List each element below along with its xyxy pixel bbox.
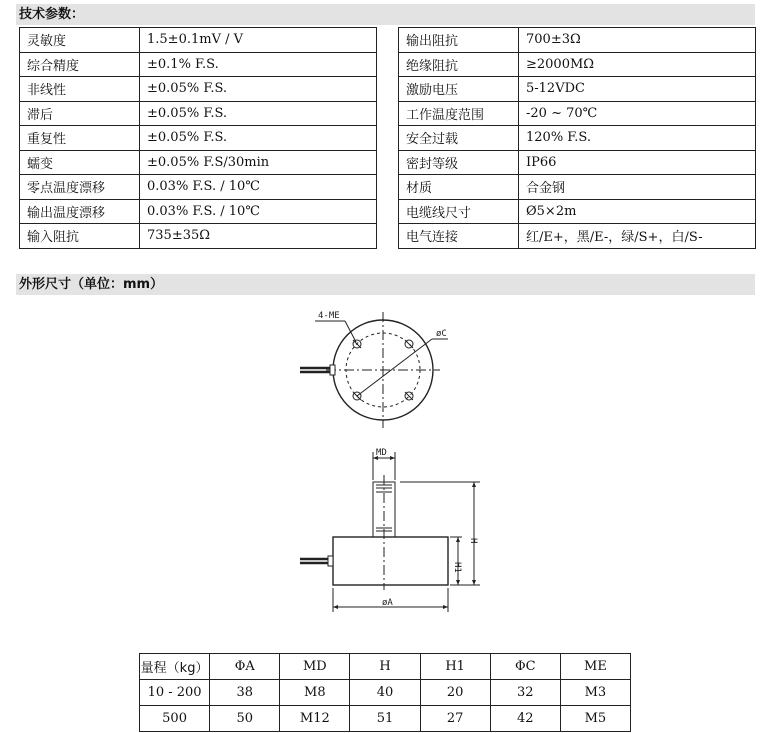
label-phi-c: øC <box>436 329 447 339</box>
spec-table <box>19 27 756 249</box>
spec-value: Ø5×2m <box>519 199 756 224</box>
dimension-drawing <box>290 300 500 620</box>
label-h: H <box>468 538 478 544</box>
dims-cell: 40 <box>350 680 420 706</box>
spec-label: 零点温度漂移 <box>20 175 140 200</box>
dims-cell: 20 <box>420 680 490 706</box>
spec-label: 电气连接 <box>399 224 519 249</box>
spec-row <box>20 77 756 102</box>
dims-cell: M12 <box>280 706 350 732</box>
spec-value: 120% F.S. <box>519 126 756 151</box>
spec-value: 735±35Ω <box>140 224 377 249</box>
dims-cell: 42 <box>490 706 560 732</box>
spec-value: ±0.05% F.S. <box>140 101 377 126</box>
spec-gap <box>377 77 399 102</box>
spec-row <box>20 224 756 249</box>
spec-row <box>20 52 756 77</box>
spec-label: 安全过载 <box>399 126 519 151</box>
spec-label: 非线性 <box>20 77 140 102</box>
spec-value: 0.03% F.S. / 10℃ <box>140 199 377 224</box>
spec-label: 激励电压 <box>399 77 519 102</box>
label-md: MD <box>376 448 387 458</box>
dims-cell: 51 <box>350 706 420 732</box>
spec-value: -20 ~ 70℃ <box>519 101 756 126</box>
spec-gap <box>377 175 399 200</box>
dims-cell: 27 <box>420 706 490 732</box>
dims-cell: 38 <box>210 680 280 706</box>
side-view <box>300 452 480 612</box>
spec-gap <box>377 224 399 249</box>
dims-cell: M8 <box>280 680 350 706</box>
spec-gap <box>377 28 399 53</box>
spec-value: 1.5±0.1mV / V <box>140 28 377 53</box>
dims-cell: 10 - 200 <box>140 680 210 706</box>
dims-cell: 50 <box>210 706 280 732</box>
spec-value: ±0.05% F.S. <box>140 77 377 102</box>
spec-label: 综合精度 <box>20 52 140 77</box>
tech-section-title: 技术参数： <box>16 4 755 25</box>
dims-header: ME <box>560 654 630 680</box>
dims-row <box>140 706 631 732</box>
spec-value: 700±3Ω <box>519 28 756 53</box>
spec-row <box>20 175 756 200</box>
dims-header: MD <box>280 654 350 680</box>
label-phi-a: øA <box>382 598 393 608</box>
spec-label: 重复性 <box>20 126 140 151</box>
label-4-me: 4-ME <box>318 311 340 321</box>
spec-label: 材质 <box>399 175 519 200</box>
spec-row <box>20 150 756 175</box>
spec-value: ±0.05% F.S. <box>140 126 377 151</box>
spec-label: 输出温度漂移 <box>20 199 140 224</box>
spec-value: 合金钢 <box>519 175 756 200</box>
dims-section-title: 外形尺寸（单位：mm） <box>16 274 755 295</box>
spec-gap <box>377 52 399 77</box>
spec-row <box>20 101 756 126</box>
dims-table <box>139 653 631 732</box>
dims-header: ΦC <box>490 654 560 680</box>
spec-label: 输出阻抗 <box>399 28 519 53</box>
dims-cell: 32 <box>490 680 560 706</box>
spec-value: IP66 <box>519 150 756 175</box>
top-view <box>300 312 448 428</box>
dims-header: ΦA <box>210 654 280 680</box>
spec-row <box>20 199 756 224</box>
spec-gap <box>377 199 399 224</box>
spec-value: 红/E+，黑/E-，绿/S+，白/S- <box>519 224 756 249</box>
spec-label: 工作温度范围 <box>399 101 519 126</box>
dims-row <box>140 680 631 706</box>
dims-header: 量程（kg） <box>140 654 210 680</box>
spec-value: 0.03% F.S. / 10℃ <box>140 175 377 200</box>
label-h1: H1 <box>452 562 462 573</box>
spec-gap <box>377 101 399 126</box>
spec-gap <box>377 150 399 175</box>
spec-value: ±0.05% F.S/30min <box>140 150 377 175</box>
spec-label: 绝缘阻抗 <box>399 52 519 77</box>
spec-row <box>20 28 756 53</box>
spec-label: 输入阻抗 <box>20 224 140 249</box>
spec-value: ≥2000MΩ <box>519 52 756 77</box>
spec-label: 电缆线尺寸 <box>399 199 519 224</box>
spec-value: 5-12VDC <box>519 77 756 102</box>
dims-header: H1 <box>420 654 490 680</box>
spec-value: ±0.1% F.S. <box>140 52 377 77</box>
dims-cell: M5 <box>560 706 630 732</box>
spec-row <box>20 126 756 151</box>
spec-label: 密封等级 <box>399 150 519 175</box>
dims-cell: 500 <box>140 706 210 732</box>
dims-header: H <box>350 654 420 680</box>
spec-label: 滞后 <box>20 101 140 126</box>
spec-label: 蠕变 <box>20 150 140 175</box>
spec-gap <box>377 126 399 151</box>
spec-label: 灵敏度 <box>20 28 140 53</box>
dims-cell: M3 <box>560 680 630 706</box>
